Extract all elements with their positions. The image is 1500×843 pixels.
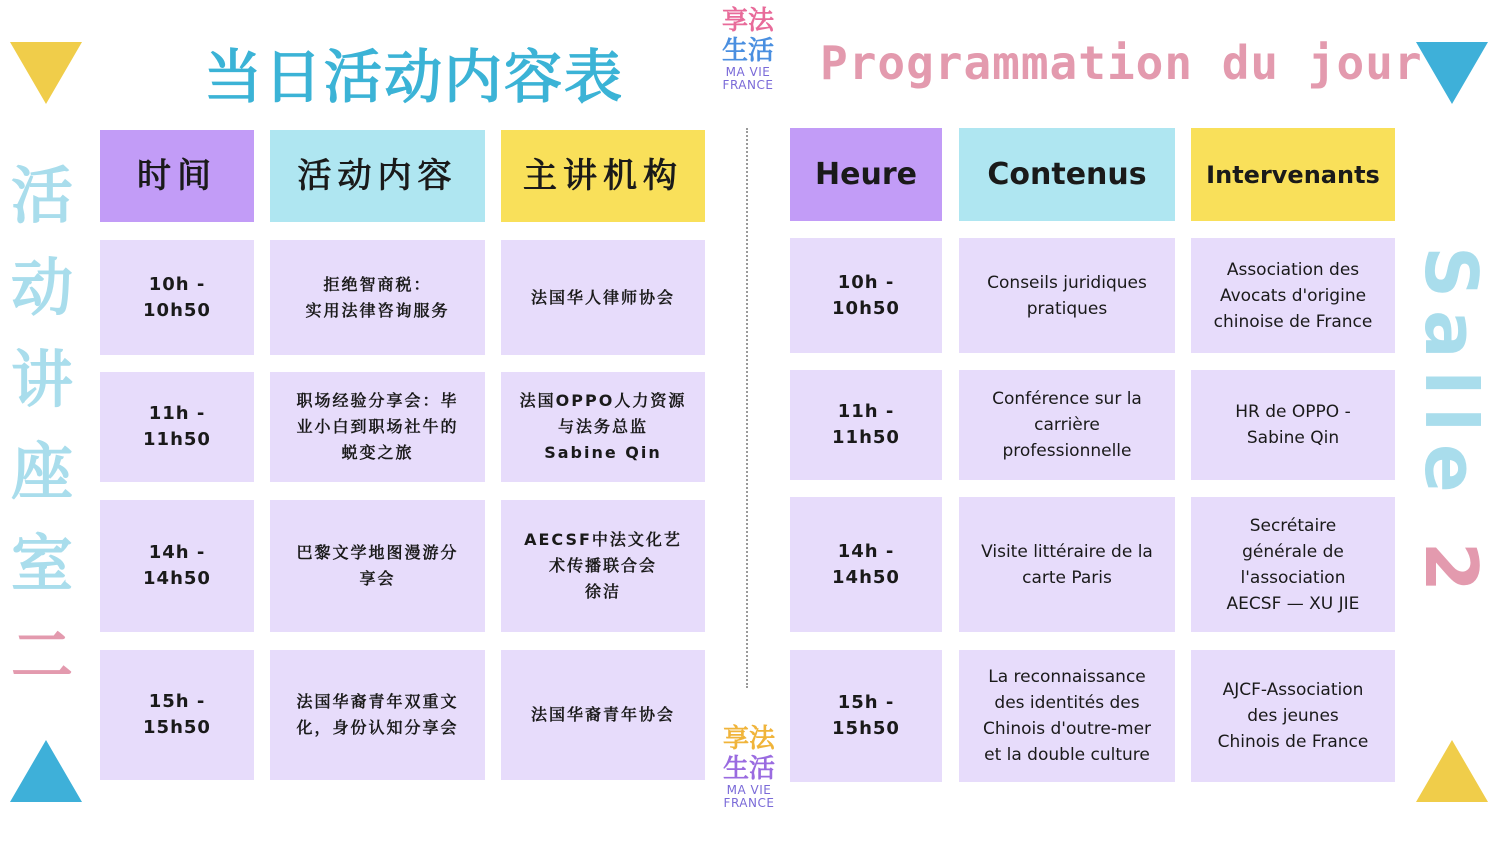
logo-name-line-1: MA VIE: [726, 783, 772, 797]
table-cell-speaker: 法国华裔青年协会: [501, 650, 705, 780]
table-cell-time: 10h - 10h50: [790, 238, 942, 353]
logo-mark-text: 生活: [722, 754, 775, 784]
logo-mark-line-2: [714, 754, 784, 784]
table-cell-time: 11h - 11h50: [100, 372, 254, 482]
logo-name-line-1: MA VIE: [725, 65, 771, 79]
header-time: 时间: [100, 130, 254, 222]
table-cell-speaker: 法国OPPO人力资源 与法务总监 Sabine Qin: [501, 372, 705, 482]
table-cell-content: La reconnaissance des identités des Chinois d'outre-mer et la double culture: [959, 650, 1175, 782]
triangle-decoration-top-right: [1416, 42, 1488, 104]
logo-mark-line-2: [713, 36, 783, 66]
page-title-zh: 当日活动内容表: [204, 43, 625, 111]
room-label-char: 活: [10, 159, 73, 232]
table-cell-content: 职场经验分享会：毕 业小白到职场社牛的 蜕变之旅: [270, 372, 485, 482]
table-cell-speaker: AJCF-Association des jeunes Chinois de France: [1191, 650, 1395, 782]
room-label-char: 讲: [10, 343, 73, 416]
table-cell-speaker: HR de OPPO - Sabine Qin: [1191, 370, 1395, 480]
room-label-fr-text: [1409, 246, 1493, 604]
room-label-char: 动: [10, 251, 73, 324]
header-content: 活动内容: [270, 130, 485, 222]
table-cell-speaker: 法国华人律师协会: [501, 240, 705, 355]
logo-mark-text: 生活: [721, 36, 774, 66]
room-label-char: 室: [10, 527, 73, 600]
center-divider: [746, 128, 748, 688]
room-label-number: 二: [10, 619, 73, 692]
room-label-char: 座: [10, 435, 73, 508]
table-cell-content: 巴黎文学地图漫游分 享会: [270, 500, 485, 632]
page-title-fr: Programmation du jour: [820, 36, 1423, 90]
logo-ma-vie-france-bottom: [714, 724, 784, 810]
table-cell-time: 10h - 10h50: [100, 240, 254, 355]
table-cell-time: 11h - 11h50: [790, 370, 942, 480]
logo-mark-line-1: [714, 724, 784, 754]
table-cell-content: Conseils juridiques pratiques: [959, 238, 1175, 353]
table-cell-content: 法国华裔青年双重文 化，身份认知分享会: [270, 650, 485, 780]
header-time: Heure: [790, 128, 942, 221]
table-cell-content: Visite littéraire de la carte Paris: [959, 497, 1175, 632]
header-speaker: 主讲机构: [501, 130, 705, 222]
triangle-decoration-bottom-left: [10, 740, 82, 802]
logo-mark-text: 享法: [722, 724, 775, 754]
room-label-number: 2: [1409, 541, 1493, 604]
table-cell-speaker: Association des Avocats d'origine chinoise de France: [1191, 238, 1395, 353]
table-cell-time: 15h - 15h50: [100, 650, 254, 780]
table-cell-time: 15h - 15h50: [790, 650, 942, 782]
logo-name-line-2: FRANCE: [723, 796, 775, 810]
triangle-decoration-bottom-right: [1416, 740, 1488, 802]
table-cell-content: Conférence sur la carrière professionnelle: [959, 370, 1175, 480]
table-cell-speaker: Secrétaire générale de l'association AECSF — XU JIE: [1191, 497, 1395, 632]
table-cell-time: 14h - 14h50: [790, 497, 942, 632]
logo-ma-vie-france-top: [713, 6, 783, 92]
table-cell-content: 拒绝智商税： 实用法律咨询服务: [270, 240, 485, 355]
triangle-decoration-top-left: [10, 42, 82, 104]
room-label-word: Salle: [1409, 246, 1493, 505]
header-speaker: Intervenants: [1191, 128, 1395, 221]
table-cell-time: 14h - 14h50: [100, 500, 254, 632]
table-cell-speaker: AECSF中法文化艺 术传播联合会 徐洁: [501, 500, 705, 632]
header-content: Contenus: [959, 128, 1175, 221]
logo-mark-text: 享法: [721, 6, 774, 36]
room-label-zh: [6, 150, 78, 702]
logo-mark-line-1: [713, 6, 783, 36]
logo-name-line-2: FRANCE: [722, 78, 774, 92]
room-label-fr: [1409, 205, 1493, 645]
